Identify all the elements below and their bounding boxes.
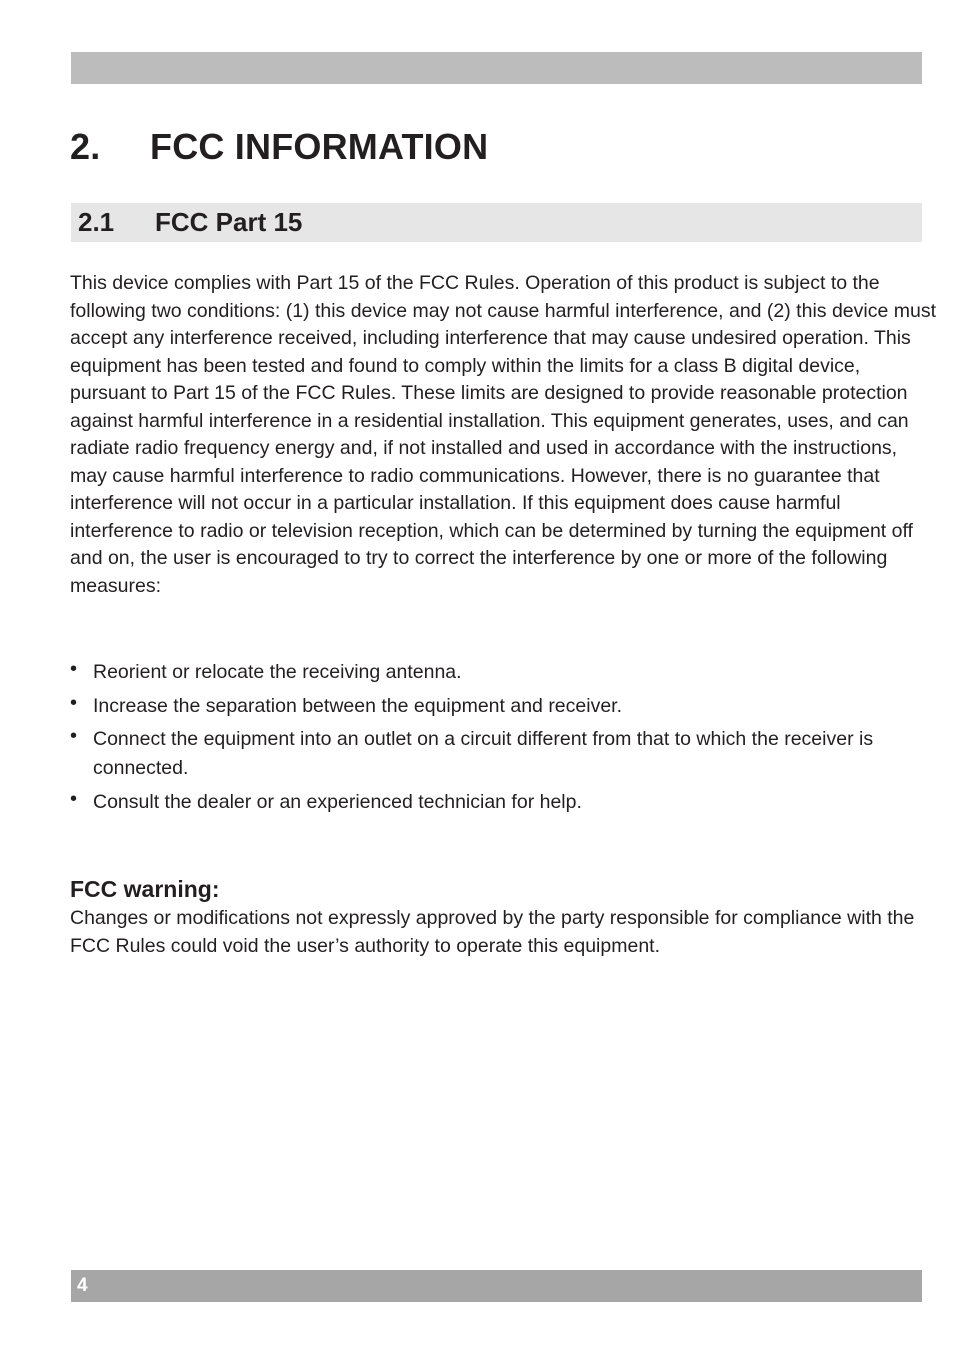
footer-bar	[71, 1270, 922, 1302]
compliance-paragraph: This device complies with Part 15 of the FCC Rules. Operation of this product is subject to the following two conditions: (1) this device may not cause harmful interference, and (2) this device must accept any interference received, including interference that may cause undesired operation. This equipment has been tested and found to comply within the limits for a class B digital device, pursuant to Part 15 of the FCC Rules. These limits are designed to provide reasonable protection against harmful interference in a residential installation. This equipment generates, uses, and can radiate radio frequency energy and, if not installed and used in accordance with the instructions, may cause harmful interference to radio communications. However, there is no guarantee that interference will not occur in a particular installation. If this equipment does cause harmful interference to radio or television reception, which can be determined by turning the equipment off and on, the user is encouraged to try to correct the interference by one or more of the following measures:	[70, 272, 936, 597]
bullet-icon: •	[70, 691, 78, 714]
list-item	[70, 692, 936, 721]
bullet-icon: •	[70, 787, 78, 810]
chapter-title-text: FCC INFORMATION	[150, 126, 489, 167]
chapter-title	[70, 124, 488, 170]
measures-list	[70, 658, 936, 821]
list-item-text: Increase the separation between the equipment and receiver.	[93, 694, 623, 717]
list-item-text: Reorient or relocate the receiving antenna.	[93, 661, 462, 683]
header-bar	[71, 52, 922, 84]
section-number: 2.1	[78, 207, 115, 237]
list-item	[70, 788, 936, 817]
list-item-text: Connect the equipment into an outlet on a circuit different from that to which the receiver is connected.	[93, 728, 874, 779]
chapter-number: 2.	[70, 126, 101, 167]
warning-heading: FCC warning:	[70, 876, 220, 902]
list-item	[70, 725, 936, 783]
bullet-icon: •	[70, 725, 78, 747]
section-title	[78, 203, 302, 242]
list-item	[70, 658, 936, 687]
list-item-text: Consult the dealer or an experienced technician for help.	[93, 790, 582, 813]
warning-text: Changes or modifications not expressly approved by the party responsible for compliance with the FCC Rules could void the user’s authority to operate this equipment.	[70, 907, 915, 957]
page-number: 4	[77, 1275, 88, 1296]
bullet-icon: •	[70, 658, 78, 680]
section-heading-band	[71, 203, 922, 242]
section-title-text: FCC Part 15	[155, 207, 303, 237]
